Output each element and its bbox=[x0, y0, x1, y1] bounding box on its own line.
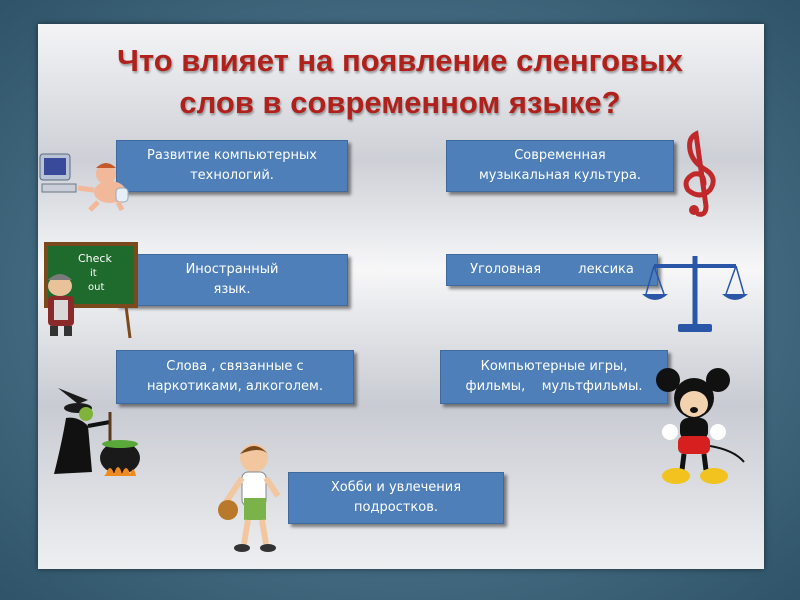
box-line: Иностранный bbox=[185, 262, 279, 277]
slide-title bbox=[0, 40, 800, 124]
box-line: технологий. bbox=[190, 168, 274, 183]
box-criminal-slang bbox=[446, 254, 658, 286]
boy-ball-icon bbox=[216, 438, 296, 556]
title-line-2: слов в современном языке? bbox=[179, 85, 621, 120]
box-line: Хобби и увлечения bbox=[330, 480, 462, 495]
box-line: фильмы, мультфильмы. bbox=[465, 379, 643, 394]
box-line: Уголовная лексика bbox=[470, 262, 634, 277]
box-games-films bbox=[440, 350, 668, 404]
scales-icon bbox=[640, 250, 750, 335]
box-hobbies bbox=[288, 472, 504, 524]
box-line: наркотиками, алкоголем. bbox=[147, 379, 323, 394]
chalkboard-text: it bbox=[90, 268, 97, 279]
box-foreign-language bbox=[116, 254, 348, 306]
box-line: Развитие компьютерных bbox=[147, 148, 317, 163]
witch-cauldron-icon bbox=[48, 382, 143, 482]
chalkboard-text: Check bbox=[78, 252, 112, 265]
box-computer-tech bbox=[116, 140, 348, 192]
box-line: подростков. bbox=[354, 500, 438, 515]
box-line: Компьютерные игры, bbox=[480, 359, 628, 374]
teacher-chalkboard-icon bbox=[38, 240, 138, 340]
box-drugs-alcohol bbox=[116, 350, 354, 404]
treble-clef-icon bbox=[676, 128, 720, 220]
box-line: Современная bbox=[514, 148, 606, 163]
box-music-culture bbox=[446, 140, 674, 192]
cartoon-mouse-icon bbox=[654, 366, 750, 490]
box-line: язык. bbox=[213, 282, 251, 297]
title-line-1: Что влияет на появление сленговых bbox=[117, 43, 683, 78]
box-line: музыкальная культура. bbox=[478, 168, 642, 183]
chalkboard-text: out bbox=[88, 282, 105, 293]
box-line: Слова , связанные с bbox=[166, 359, 304, 374]
baby-computer-icon bbox=[38, 150, 133, 215]
